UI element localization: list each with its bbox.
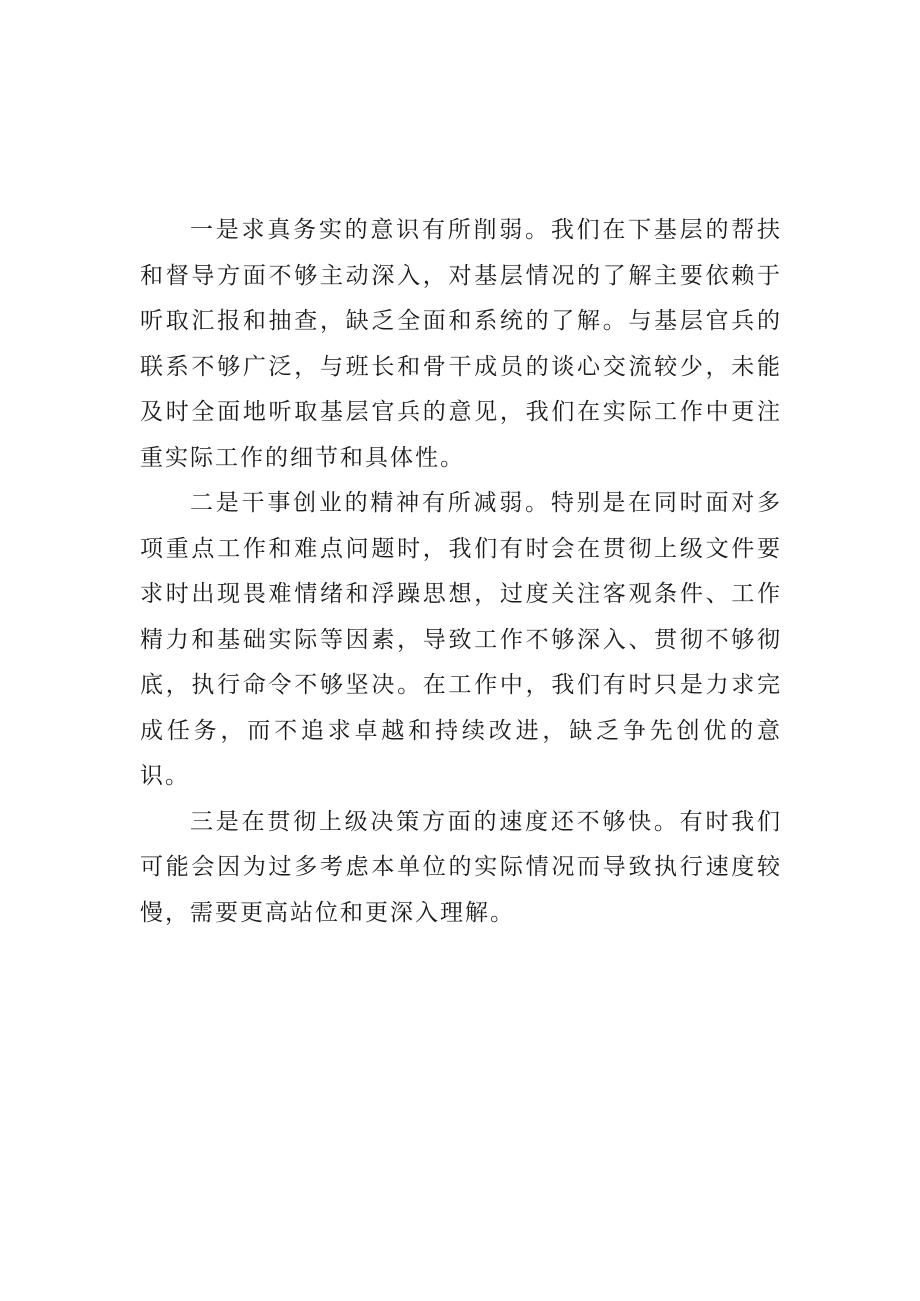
paragraph-2: 二是干事创业的精神有所减弱。特别是在同时面对多项重点工作和难点问题时，我们有时会在贯彻上级文件要求时出现畏难情绪和浮躁思想，过度关注客观条件、工作精力和基础实际等因素，导致工作不够深入、贯彻不够彻底，执行命令不够坚决。在工作中，我们有时只是力求完成任务，而不追求卓越和持续改进，缺乏争先创优的意识。 [140,490,782,789]
paragraph-3: 三是在贯彻上级决策方面的速度还不够快。有时我们可能会因为过多考虑本单位的实际情况而导致执行速度较慢，需要更高站位和更深入理解。 [140,808,782,926]
paragraph-1: 一是求真务实的意识有所削弱。我们在下基层的帮扶和督导方面不够主动深入，对基层情况的了解主要依赖于听取汇报和抽查，缺乏全面和系统的了解。与基层官兵的联系不够广泛，与班长和骨干成员的谈心交流较少，未能及时全面地听取基层官兵的意见，我们在实际工作中更注重实际工作的细节和具体性。 [140,217,782,471]
document-body [140,208,782,936]
